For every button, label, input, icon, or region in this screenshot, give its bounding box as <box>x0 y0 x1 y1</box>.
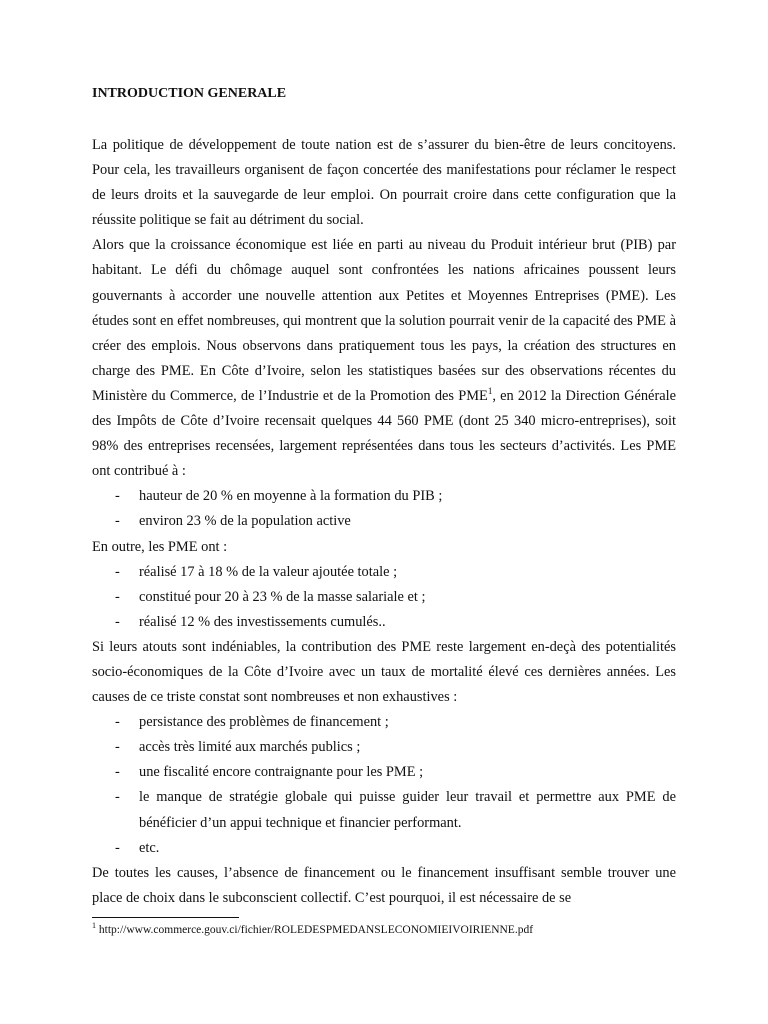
list-bullet: - <box>115 764 120 781</box>
paragraph-pme-context-text: Alors que la croissance économique est liée en parti au niveau du Produit intérieur brut (PIB) par habitant. Le défi du chômage auquel sont confrontées les nations africaines poussent leurs gouvernants à accorder une nouvelle attention aux Petites et Moyennes Entreprises (PME). Les études sont en effet nombreuses, qui montrent que la solution pourrait venir de la capacité des PME à créer des emplois. Nous observons dans pratiquement tous les pays, la création des structures en charge des PME. En Côte d’Ivoire, selon les statistiques basées sur des observations récentes du Ministère du Commerce, de l’Industrie et de la Promotion des PME <box>92 237 676 404</box>
paragraph-pme-context-text-continued: , en 2012 la Direction Générale des Impôts de Côte d’Ivoire recensait quelques 44 560 PME (dont 25 340 micro-entreprises), soit 98% des entreprises recensées, largement représentées dans tous les secteurs d’activités. Les PME ont contribué à : <box>92 387 677 480</box>
list-item <box>92 560 676 585</box>
list-bullet: - <box>115 714 120 731</box>
list-bullet: - <box>115 789 120 806</box>
paragraph-pme-context <box>92 233 676 484</box>
causes-list <box>92 710 676 861</box>
page-title: INTRODUCTION GENERALE <box>92 86 287 101</box>
list-item <box>92 735 676 760</box>
list-item-text: une fiscalité encore contraignante pour les PME ; <box>139 764 424 781</box>
footnote <box>92 922 533 938</box>
paragraph-conclusion: De toutes les causes, l’absence de financement ou le financement insuffisant semble trouver une place de choix dans le subconscient collectif. C’est pourquoi, il est nécessaire de se <box>92 864 676 906</box>
achievement-list <box>92 560 676 635</box>
list-item-text: hauteur de 20 % en moyenne à la formation du PIB ; <box>139 488 443 505</box>
list-bullet: - <box>115 513 120 530</box>
list-bullet: - <box>115 563 120 580</box>
list-item <box>92 710 676 735</box>
list-item <box>92 785 676 835</box>
paragraph-achievements-intro: En outre, les PME ont : <box>92 538 228 555</box>
footnote-link[interactable]: http://www.commerce.gouv.ci/fichier/ROLEDESPMEDANSLECONOMIEIVOIRIENNE.pdf <box>98 924 534 936</box>
list-item <box>92 760 676 785</box>
list-item <box>92 585 676 610</box>
list-item-text: constitué pour 20 à 23 % de la masse salariale et ; <box>139 588 426 605</box>
list-item-text: le manque de stratégie globale qui puisse guider leur travail et permettre aux PME de bénéficier d’un appui technique et financier performant. <box>139 789 676 831</box>
contribution-list <box>92 484 676 534</box>
list-item-text: accès très limité aux marchés publics ; <box>139 739 361 756</box>
list-item-text: réalisé 17 à 18 % de la valeur ajoutée totale ; <box>139 563 398 580</box>
list-item <box>92 610 676 635</box>
list-item <box>92 484 676 509</box>
paragraph-intro: La politique de développement de toute nation est de s’assurer du bien-être de leurs concitoyens. Pour cela, les travailleurs organisent de façon concertée des manifestations pour réclamer le respect de leurs droits et la sauvegarde de leur emploi. On pourrait croire dans cette configuration que la réussite politique se fait au détriment du social. <box>92 137 676 229</box>
footnote-number: 1 <box>92 921 96 931</box>
footnote-reference: 1 <box>487 386 493 397</box>
document-body <box>92 133 676 911</box>
footnote-separator <box>92 917 239 918</box>
list-item-text: environ 23 % de la population active <box>139 513 351 530</box>
list-bullet: - <box>115 588 120 605</box>
list-item-text: réalisé 12 % des investissements cumulés.. <box>139 613 386 630</box>
paragraph-causes-intro: Si leurs atouts sont indéniables, la contribution des PME reste largement en-deçà des potentialités socio-économiques de la Côte d’Ivoire avec un taux de mortalité élevé ces dernières années. Les causes de ce triste constat sont nombreuses et non exhaustives : <box>92 638 676 706</box>
list-bullet: - <box>115 739 120 756</box>
list-bullet: - <box>115 839 120 856</box>
list-item <box>92 509 676 534</box>
list-bullet: - <box>115 488 120 505</box>
list-item-text: persistance des problèmes de financement ; <box>139 714 389 731</box>
list-item <box>92 836 676 861</box>
list-item-text: etc. <box>139 839 160 856</box>
list-bullet: - <box>115 613 120 630</box>
